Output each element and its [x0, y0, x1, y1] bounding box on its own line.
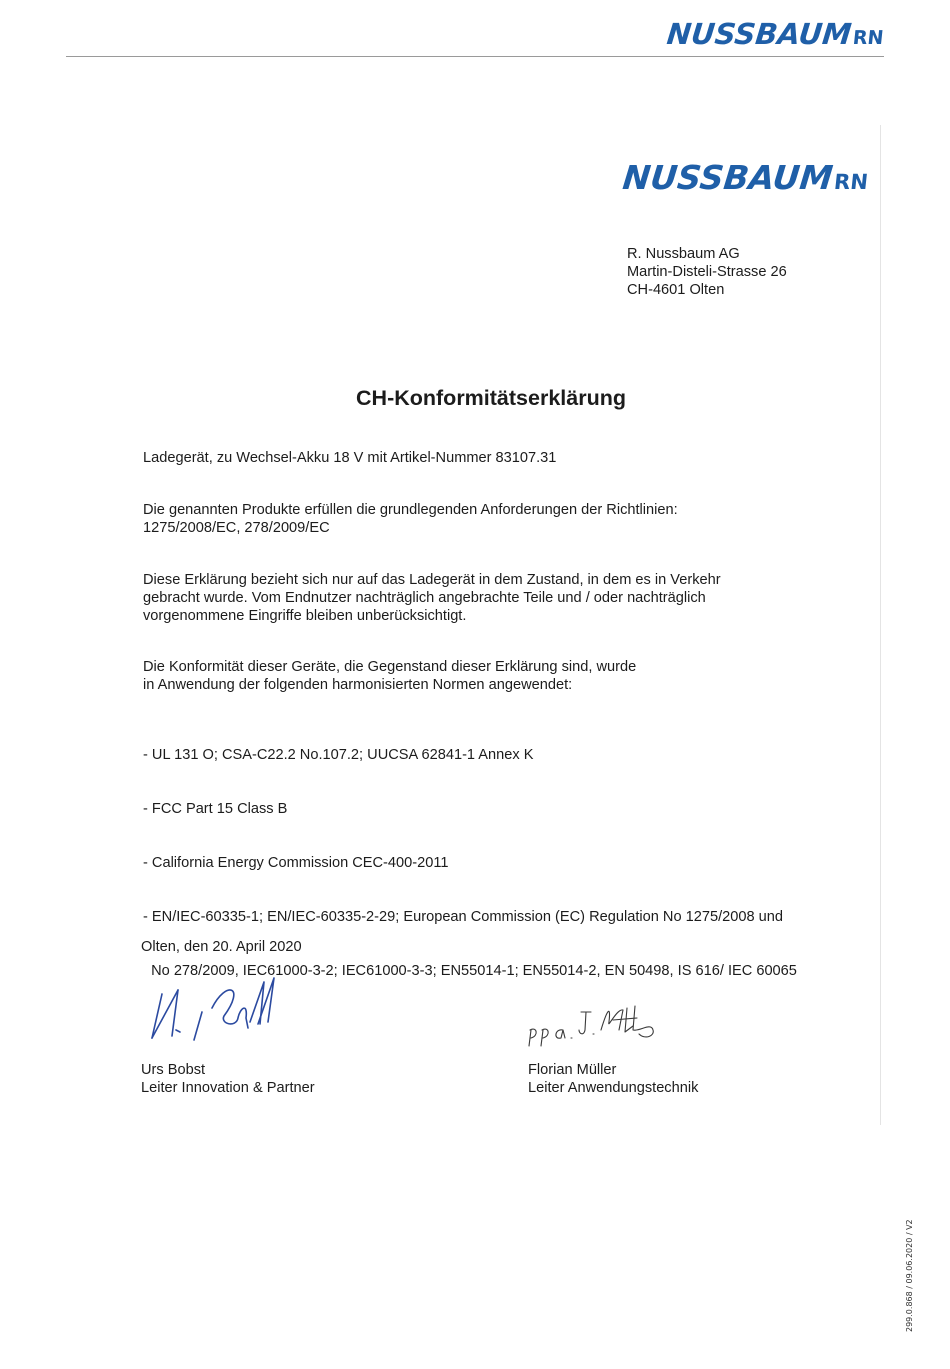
paragraph-line: in Anwendung der folgenden harmonisierten Normen angewendet: [143, 677, 573, 693]
letterhead-logo [620, 158, 870, 197]
norm-item: - UL 131 O; CSA-C22.2 No.107.2; UUCSA 62841-1 Annex K [143, 747, 534, 763]
product-line: Ladegerät, zu Wechsel-Akku 18 V mit Artikel-Nummer 83107.31 [143, 450, 557, 466]
directives-paragraph [143, 501, 678, 537]
address-line: Martin-Disteli-Strasse 26 [627, 264, 787, 280]
norms-intro-paragraph [143, 658, 636, 694]
header-logo-suffix: RN [851, 27, 885, 49]
scope-paragraph [143, 571, 721, 625]
place-and-date: Olten, den 20. April 2020 [141, 939, 302, 955]
signature-right-image [527, 1000, 667, 1050]
document-title: CH-Konformitätserklärung [356, 386, 626, 410]
address-line: R. Nussbaum AG [627, 246, 740, 262]
paragraph-line: 1275/2008/EC, 278/2009/EC [143, 520, 330, 536]
norm-item: - California Energy Commission CEC-400-2011 [143, 855, 449, 871]
scan-edge-line [880, 125, 881, 1125]
signer-role: Leiter Innovation & Partner [141, 1080, 315, 1096]
header-divider [66, 56, 884, 57]
address-line: CH-4601 Olten [627, 282, 725, 298]
norm-item: - EN/IEC-60335-1; EN/IEC-60335-2-29; European Commission (EC) Regulation No 1275/2008 und [143, 909, 784, 925]
signer-left [141, 1061, 315, 1097]
header-logo-main: NUSSBAUM [665, 17, 854, 51]
signer-name: Urs Bobst [141, 1062, 206, 1078]
signer-right [528, 1061, 698, 1097]
letterhead-logo-suffix: RN [832, 170, 870, 194]
signer-role: Leiter Anwendungstechnik [528, 1080, 699, 1096]
company-address [627, 245, 787, 299]
signature-left-image [150, 972, 290, 1052]
paragraph-line: gebracht wurde. Vom Endnutzer nachträglich angebrachte Teile und / oder nachträglich [143, 590, 706, 606]
paragraph-line: Diese Erklärung bezieht sich nur auf das Ladegerät in dem Zustand, in dem es in Verkehr [143, 572, 721, 588]
document-reference: 299.0.868 / 09.06.2020 / V2 [905, 1219, 914, 1332]
paragraph-line: Die Konformität dieser Geräte, die Gegenstand dieser Erklärung sind, wurde [143, 659, 637, 675]
letterhead-logo-main: NUSSBAUM [620, 158, 835, 197]
norm-item: No 278/2009, IEC61000-3-2; IEC61000-3-3; EN55014-1; EN55014-2, EN 50498, IS 616/ IEC 60065 [143, 963, 797, 979]
norm-item: - FCC Part 15 Class B [143, 801, 288, 817]
signer-name: Florian Müller [528, 1062, 617, 1078]
paragraph-line: Die genannten Produkte erfüllen die grundlegenden Anforderungen der Richtlinien: [143, 502, 678, 518]
header-logo [665, 17, 886, 51]
paragraph-line: vorgenommene Eingriffe bleiben unberücksichtigt. [143, 608, 467, 624]
